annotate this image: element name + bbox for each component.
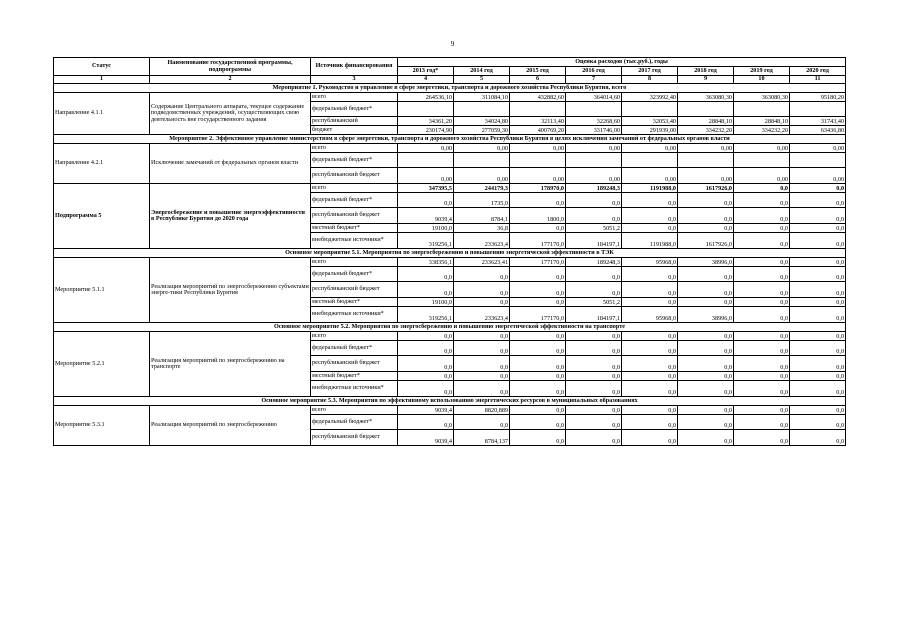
column-index: 5	[454, 76, 510, 84]
value-cell: 0,0	[510, 406, 566, 415]
value-cell: 0,0	[622, 282, 678, 298]
value-cell: 0,0	[622, 193, 678, 208]
value-cell	[454, 153, 510, 168]
value-cell: 0,0	[454, 415, 510, 430]
value-cell: 189248,3	[566, 258, 622, 267]
table-row	[54, 144, 846, 153]
value-cell: 0,0	[678, 372, 734, 381]
source-cell: всего	[311, 406, 398, 415]
column-index: 11	[790, 76, 846, 84]
value-cell: 0,0	[790, 298, 846, 307]
source-cell: местный бюджет*	[311, 224, 398, 233]
value-cell: 0,0	[790, 341, 846, 356]
value-cell: 32113,40	[510, 117, 566, 126]
value-cell: 0,0	[566, 406, 622, 415]
value-cell: 19100,0	[398, 298, 454, 307]
value-cell: 0,00	[678, 168, 734, 184]
value-cell: 0,0	[734, 298, 790, 307]
value-cell: 363080,30	[734, 93, 790, 102]
value-cell: 0,0	[398, 415, 454, 430]
value-cell: 0,0	[622, 430, 678, 446]
value-cell: 0,00	[398, 144, 454, 153]
value-cell: 400769,20	[510, 126, 566, 135]
value-cell: 0,0	[454, 341, 510, 356]
value-cell: 0,0	[622, 341, 678, 356]
value-cell: 0,0	[790, 224, 846, 233]
value-cell: 38996,0	[678, 258, 734, 267]
header-cost-title: Оценка расходов (тыс.руб.), годы	[398, 58, 846, 67]
value-cell: 0,0	[398, 341, 454, 356]
value-cell: 0,0	[510, 356, 566, 372]
source-cell: внебюджетные источники*	[311, 307, 398, 323]
value-cell: 5051,2	[566, 298, 622, 307]
value-cell: 0,0	[398, 193, 454, 208]
value-cell: 177170,0	[510, 233, 566, 249]
value-cell: 0,0	[678, 298, 734, 307]
program-name-cell: Содержание Центрального аппарата, текущее содержание подведомственных учреждений, осуществляющих свою деятельность вне государственного задания	[150, 93, 311, 135]
value-cell	[734, 153, 790, 168]
value-cell: 9039,4	[398, 430, 454, 446]
value-cell	[678, 102, 734, 117]
value-cell: 1191988,0	[622, 233, 678, 249]
value-cell: 0,0	[790, 406, 846, 415]
table-row	[54, 258, 846, 267]
value-cell: 0,0	[622, 298, 678, 307]
value-cell: 0,00	[398, 168, 454, 184]
value-cell: 0,0	[398, 372, 454, 381]
source-cell: внебюджетные источники*	[311, 381, 398, 397]
section-heading: Основное мероприятие 5.1. Мероприятия по энергосбережению и повышению энергетической эффективности в ТЭК	[54, 249, 846, 258]
value-cell: 0,0	[790, 233, 846, 249]
value-cell: 323992,40	[622, 93, 678, 102]
column-index: 10	[734, 76, 790, 84]
value-cell: 0,0	[678, 341, 734, 356]
column-index: 3	[311, 76, 398, 84]
value-cell: 1800,0	[510, 208, 566, 224]
value-cell: 0,00	[622, 168, 678, 184]
section-heading: Основное мероприятие 5.2. Мероприятия по энергосбережению и повышению энергетической эффективности на транспорте	[54, 323, 846, 332]
value-cell: 8784,137	[454, 430, 510, 446]
value-cell: 32268,60	[566, 117, 622, 126]
value-cell: 0,0	[510, 341, 566, 356]
value-cell: 0,0	[454, 372, 510, 381]
value-cell	[566, 153, 622, 168]
value-cell: 38996,0	[678, 307, 734, 323]
value-cell: 0,0	[734, 193, 790, 208]
value-cell: 0,0	[734, 356, 790, 372]
status-cell: Подпрограмма 5	[54, 184, 150, 249]
value-cell: 0,0	[566, 282, 622, 298]
value-cell: 0,0	[454, 282, 510, 298]
table-row	[54, 184, 846, 193]
value-cell: 0,0	[566, 341, 622, 356]
section-heading-row	[54, 397, 846, 406]
header-source: Источник финансирования	[311, 58, 398, 76]
value-cell	[454, 102, 510, 117]
value-cell: 0,0	[510, 267, 566, 282]
value-cell: 0,0	[734, 307, 790, 323]
value-cell: 334232,20	[734, 126, 790, 135]
value-cell: 0,0	[790, 184, 846, 193]
value-cell: 0,0	[734, 406, 790, 415]
value-cell: 184197,1	[566, 307, 622, 323]
value-cell	[398, 102, 454, 117]
value-cell: 0,0	[678, 430, 734, 446]
value-cell: 331746,00	[566, 126, 622, 135]
value-cell: 28848,10	[734, 117, 790, 126]
header-year: 2016 год	[566, 67, 622, 76]
value-cell	[790, 102, 846, 117]
section-heading-row	[54, 323, 846, 332]
value-cell: 0,00	[510, 144, 566, 153]
value-cell: 95180,20	[790, 93, 846, 102]
value-cell: 0,0	[510, 224, 566, 233]
value-cell: 0,00	[734, 144, 790, 153]
value-cell: 0,0	[678, 415, 734, 430]
value-cell: 5051,2	[566, 224, 622, 233]
source-cell: федеральный бюджет*	[311, 193, 398, 208]
value-cell: 177170,0	[510, 258, 566, 267]
value-cell: 0,0	[454, 356, 510, 372]
value-cell: 0,0	[734, 381, 790, 397]
value-cell: 0,0	[678, 224, 734, 233]
value-cell	[734, 102, 790, 117]
value-cell: 0,0	[734, 332, 790, 341]
value-cell	[566, 102, 622, 117]
value-cell: 0,0	[510, 381, 566, 397]
column-index: 8	[622, 76, 678, 84]
source-cell: республиканский бюджет	[311, 430, 398, 446]
table-row	[54, 332, 846, 341]
value-cell: 9039,4	[398, 208, 454, 224]
value-cell: 432882,60	[510, 93, 566, 102]
value-cell: 63436,80	[790, 126, 846, 135]
header-year: 2019 год	[734, 67, 790, 76]
value-cell: 184197,1	[566, 233, 622, 249]
column-index: 9	[678, 76, 734, 84]
value-cell: 0,0	[566, 267, 622, 282]
source-cell: всего	[311, 332, 398, 341]
value-cell: 319256,1	[398, 233, 454, 249]
value-cell: 95968,0	[622, 307, 678, 323]
value-cell: 8820,889	[454, 406, 510, 415]
value-cell: 311084,10	[454, 93, 510, 102]
value-cell: 0,0	[398, 381, 454, 397]
value-cell: 0,0	[734, 258, 790, 267]
value-cell: 0,0	[566, 208, 622, 224]
source-cell: всего	[311, 93, 398, 102]
section-heading-row	[54, 249, 846, 258]
value-cell: 0,00	[790, 144, 846, 153]
value-cell: 0,00	[678, 144, 734, 153]
value-cell: 34361,20	[398, 117, 454, 126]
source-cell: всего	[311, 144, 398, 153]
value-cell: 0,0	[510, 430, 566, 446]
value-cell: 0,00	[790, 168, 846, 184]
source-cell: федеральный бюджет*	[311, 267, 398, 282]
value-cell: 0,0	[734, 372, 790, 381]
value-cell: 0,0	[790, 208, 846, 224]
value-cell: 0,0	[678, 332, 734, 341]
value-cell: 334232,20	[678, 126, 734, 135]
value-cell	[678, 153, 734, 168]
value-cell: 0,0	[734, 224, 790, 233]
section-heading-row	[54, 84, 846, 93]
value-cell: 0,0	[734, 233, 790, 249]
value-cell: 0,0	[622, 332, 678, 341]
value-cell: 244179,3	[454, 184, 510, 193]
section-heading: Основное мероприятие 5.3. Мероприятия по эффективному использованию энергетических ресурсов в муниципальных образованиях	[54, 397, 846, 406]
column-index: 7	[566, 76, 622, 84]
value-cell: 0,0	[678, 193, 734, 208]
value-cell: 0,0	[678, 208, 734, 224]
value-cell: 0,0	[790, 381, 846, 397]
value-cell: 95968,0	[622, 258, 678, 267]
header-year: 2013 год*	[398, 67, 454, 76]
value-cell: 0,0	[622, 372, 678, 381]
value-cell: 319256,1	[398, 307, 454, 323]
value-cell: 291939,00	[622, 126, 678, 135]
value-cell	[790, 153, 846, 168]
value-cell: 0,0	[622, 224, 678, 233]
value-cell: 0,0	[790, 332, 846, 341]
value-cell: 0,0	[566, 372, 622, 381]
section-heading: Мероприятие 1. Руководство и управление в сфере энергетики, транспорта и дорожного хозяйства Республики Бурятия, всего	[54, 84, 846, 93]
value-cell: 1617926,0	[678, 233, 734, 249]
value-cell: 1735,0	[454, 193, 510, 208]
value-cell: 0,0	[790, 258, 846, 267]
source-cell: местный бюджет*	[311, 298, 398, 307]
value-cell: 0,00	[566, 168, 622, 184]
source-cell: федеральный бюджет*	[311, 153, 398, 168]
value-cell: 0,00	[454, 144, 510, 153]
value-cell: 0,0	[398, 267, 454, 282]
status-cell: Мероприятие 5.2.1	[54, 332, 150, 397]
value-cell: 0,0	[678, 282, 734, 298]
source-cell: внебюджетные источники*	[311, 233, 398, 249]
value-cell: 0,0	[790, 415, 846, 430]
value-cell: 0,0	[622, 415, 678, 430]
value-cell: 0,0	[566, 193, 622, 208]
value-cell: 0,0	[734, 341, 790, 356]
value-cell: 0,0	[398, 282, 454, 298]
value-cell: 0,0	[678, 356, 734, 372]
value-cell: 0,0	[510, 193, 566, 208]
value-cell: 1191988,0	[622, 184, 678, 193]
value-cell: 0,0	[790, 282, 846, 298]
value-cell: 277059,30	[454, 126, 510, 135]
value-cell: 189248,3	[566, 184, 622, 193]
value-cell: 0,0	[454, 381, 510, 397]
table-row	[54, 406, 846, 415]
value-cell: 0,0	[510, 332, 566, 341]
value-cell: 0,0	[566, 415, 622, 430]
value-cell: 0,00	[510, 168, 566, 184]
value-cell: 0,0	[790, 267, 846, 282]
value-cell: 0,0	[454, 267, 510, 282]
value-cell: 0,0	[678, 381, 734, 397]
value-cell	[510, 102, 566, 117]
source-cell: бюджет	[311, 126, 398, 135]
value-cell: 28848,10	[678, 117, 734, 126]
value-cell: 0,00	[454, 168, 510, 184]
value-cell: 233623,4	[454, 233, 510, 249]
value-cell: 0,0	[622, 381, 678, 397]
value-cell: 347395,5	[398, 184, 454, 193]
value-cell: 0,0	[566, 430, 622, 446]
program-name-cell: Реализация мероприятий по энергосбережению	[150, 406, 311, 446]
source-cell: всего	[311, 258, 398, 267]
header-year: 2015 год	[510, 67, 566, 76]
source-cell: федеральный бюджет*	[311, 102, 398, 117]
value-cell: 0,00	[734, 168, 790, 184]
source-cell: республиканский	[311, 117, 398, 126]
status-cell: Мероприятие 5.3.1	[54, 406, 150, 446]
value-cell: 177170,0	[510, 307, 566, 323]
value-cell: 0,00	[566, 144, 622, 153]
value-cell: 233623,4	[454, 307, 510, 323]
budget-table	[53, 57, 846, 446]
header-year: 2018 год	[678, 67, 734, 76]
value-cell: 0,0	[398, 332, 454, 341]
value-cell: 0,0	[566, 332, 622, 341]
program-name-cell: Реализация мероприятий по энергосбережению субъектами энерге-тики Республики Бурятия	[150, 258, 311, 323]
value-cell: 0,0	[790, 430, 846, 446]
value-cell: 0,00	[622, 144, 678, 153]
value-cell: 0,0	[790, 356, 846, 372]
value-cell: 0,0	[678, 406, 734, 415]
value-cell: 0,0	[734, 267, 790, 282]
value-cell: 0,0	[790, 193, 846, 208]
status-cell: Мероприятие 5.1.1	[54, 258, 150, 323]
status-cell: Направление 4.1.1	[54, 93, 150, 135]
value-cell: 264536,10	[398, 93, 454, 102]
value-cell: 0,0	[622, 208, 678, 224]
column-index: 1	[54, 76, 150, 84]
source-cell: федеральный бюджет*	[311, 415, 398, 430]
page-number: 9	[450, 40, 455, 48]
column-index: 4	[398, 76, 454, 84]
value-cell: 338356,1	[398, 258, 454, 267]
program-name-cell: Исключение замечаний от федеральных органов власти	[150, 144, 311, 184]
source-cell: республиканский бюджет	[311, 356, 398, 372]
value-cell: 0,0	[454, 332, 510, 341]
value-cell: 0,0	[510, 282, 566, 298]
status-cell: Направление 4.2.1	[54, 144, 150, 184]
value-cell: 34024,80	[454, 117, 510, 126]
value-cell: 230174,90	[398, 126, 454, 135]
value-cell: 8784,1	[454, 208, 510, 224]
source-cell: местный бюджет*	[311, 372, 398, 381]
value-cell: 0,0	[510, 415, 566, 430]
value-cell: 0,0	[790, 372, 846, 381]
value-cell: 0,0	[398, 356, 454, 372]
value-cell: 364014,60	[566, 93, 622, 102]
value-cell: 0,0	[734, 430, 790, 446]
value-cell: 0,0	[566, 356, 622, 372]
table-row	[54, 93, 846, 102]
source-cell: республиканский бюджет	[311, 208, 398, 224]
section-heading: Мероприятие 2. Эффективное управление министерством в сфере энергетики, транспорта и дорожного хозяйства Республики Бурятия в целях исключения замечаний от федеральных органов власти	[54, 135, 846, 144]
value-cell: 0,0	[622, 356, 678, 372]
column-index: 6	[510, 76, 566, 84]
header-year: 2014 год	[454, 67, 510, 76]
source-cell: республиканский бюджет	[311, 168, 398, 184]
value-cell: 0,0	[678, 267, 734, 282]
header-year: 2017 год	[622, 67, 678, 76]
value-cell: 19100,0	[398, 224, 454, 233]
value-cell: 36,8	[454, 224, 510, 233]
value-cell: 0,0	[622, 406, 678, 415]
value-cell: 0,0	[790, 307, 846, 323]
value-cell: 0,0	[566, 381, 622, 397]
value-cell: 0,0	[734, 208, 790, 224]
value-cell: 0,0	[454, 298, 510, 307]
header-status: Статус	[54, 58, 150, 76]
value-cell: 0,0	[622, 267, 678, 282]
source-cell: республиканский бюджет	[311, 282, 398, 298]
value-cell: 178970,0	[510, 184, 566, 193]
program-name-cell: Энергосбережение и повышение энергоэффективности в Республике Бурятия до 2020 года	[150, 184, 311, 249]
value-cell: 0,0	[734, 282, 790, 298]
value-cell: 1617926,0	[678, 184, 734, 193]
program-name-cell: Реализация мероприятий по энергосбережению на транспорте	[150, 332, 311, 397]
value-cell: 32053,40	[622, 117, 678, 126]
section-heading-row	[54, 135, 846, 144]
source-cell: всего	[311, 184, 398, 193]
value-cell	[622, 153, 678, 168]
value-cell: 0,0	[510, 298, 566, 307]
value-cell: 0,0	[734, 184, 790, 193]
source-cell: федеральный бюджет*	[311, 341, 398, 356]
value-cell	[510, 153, 566, 168]
column-index: 2	[150, 76, 311, 84]
value-cell: 363080,30	[678, 93, 734, 102]
header-program-name: Наименование государственной программы, подпрограммы	[150, 58, 311, 76]
header-year: 2020 год	[790, 67, 846, 76]
value-cell: 233623,41	[454, 258, 510, 267]
value-cell: 9039,4	[398, 406, 454, 415]
value-cell: 0,0	[734, 415, 790, 430]
value-cell: 31743,40	[790, 117, 846, 126]
value-cell: 0,0	[510, 372, 566, 381]
value-cell	[622, 102, 678, 117]
value-cell	[398, 153, 454, 168]
